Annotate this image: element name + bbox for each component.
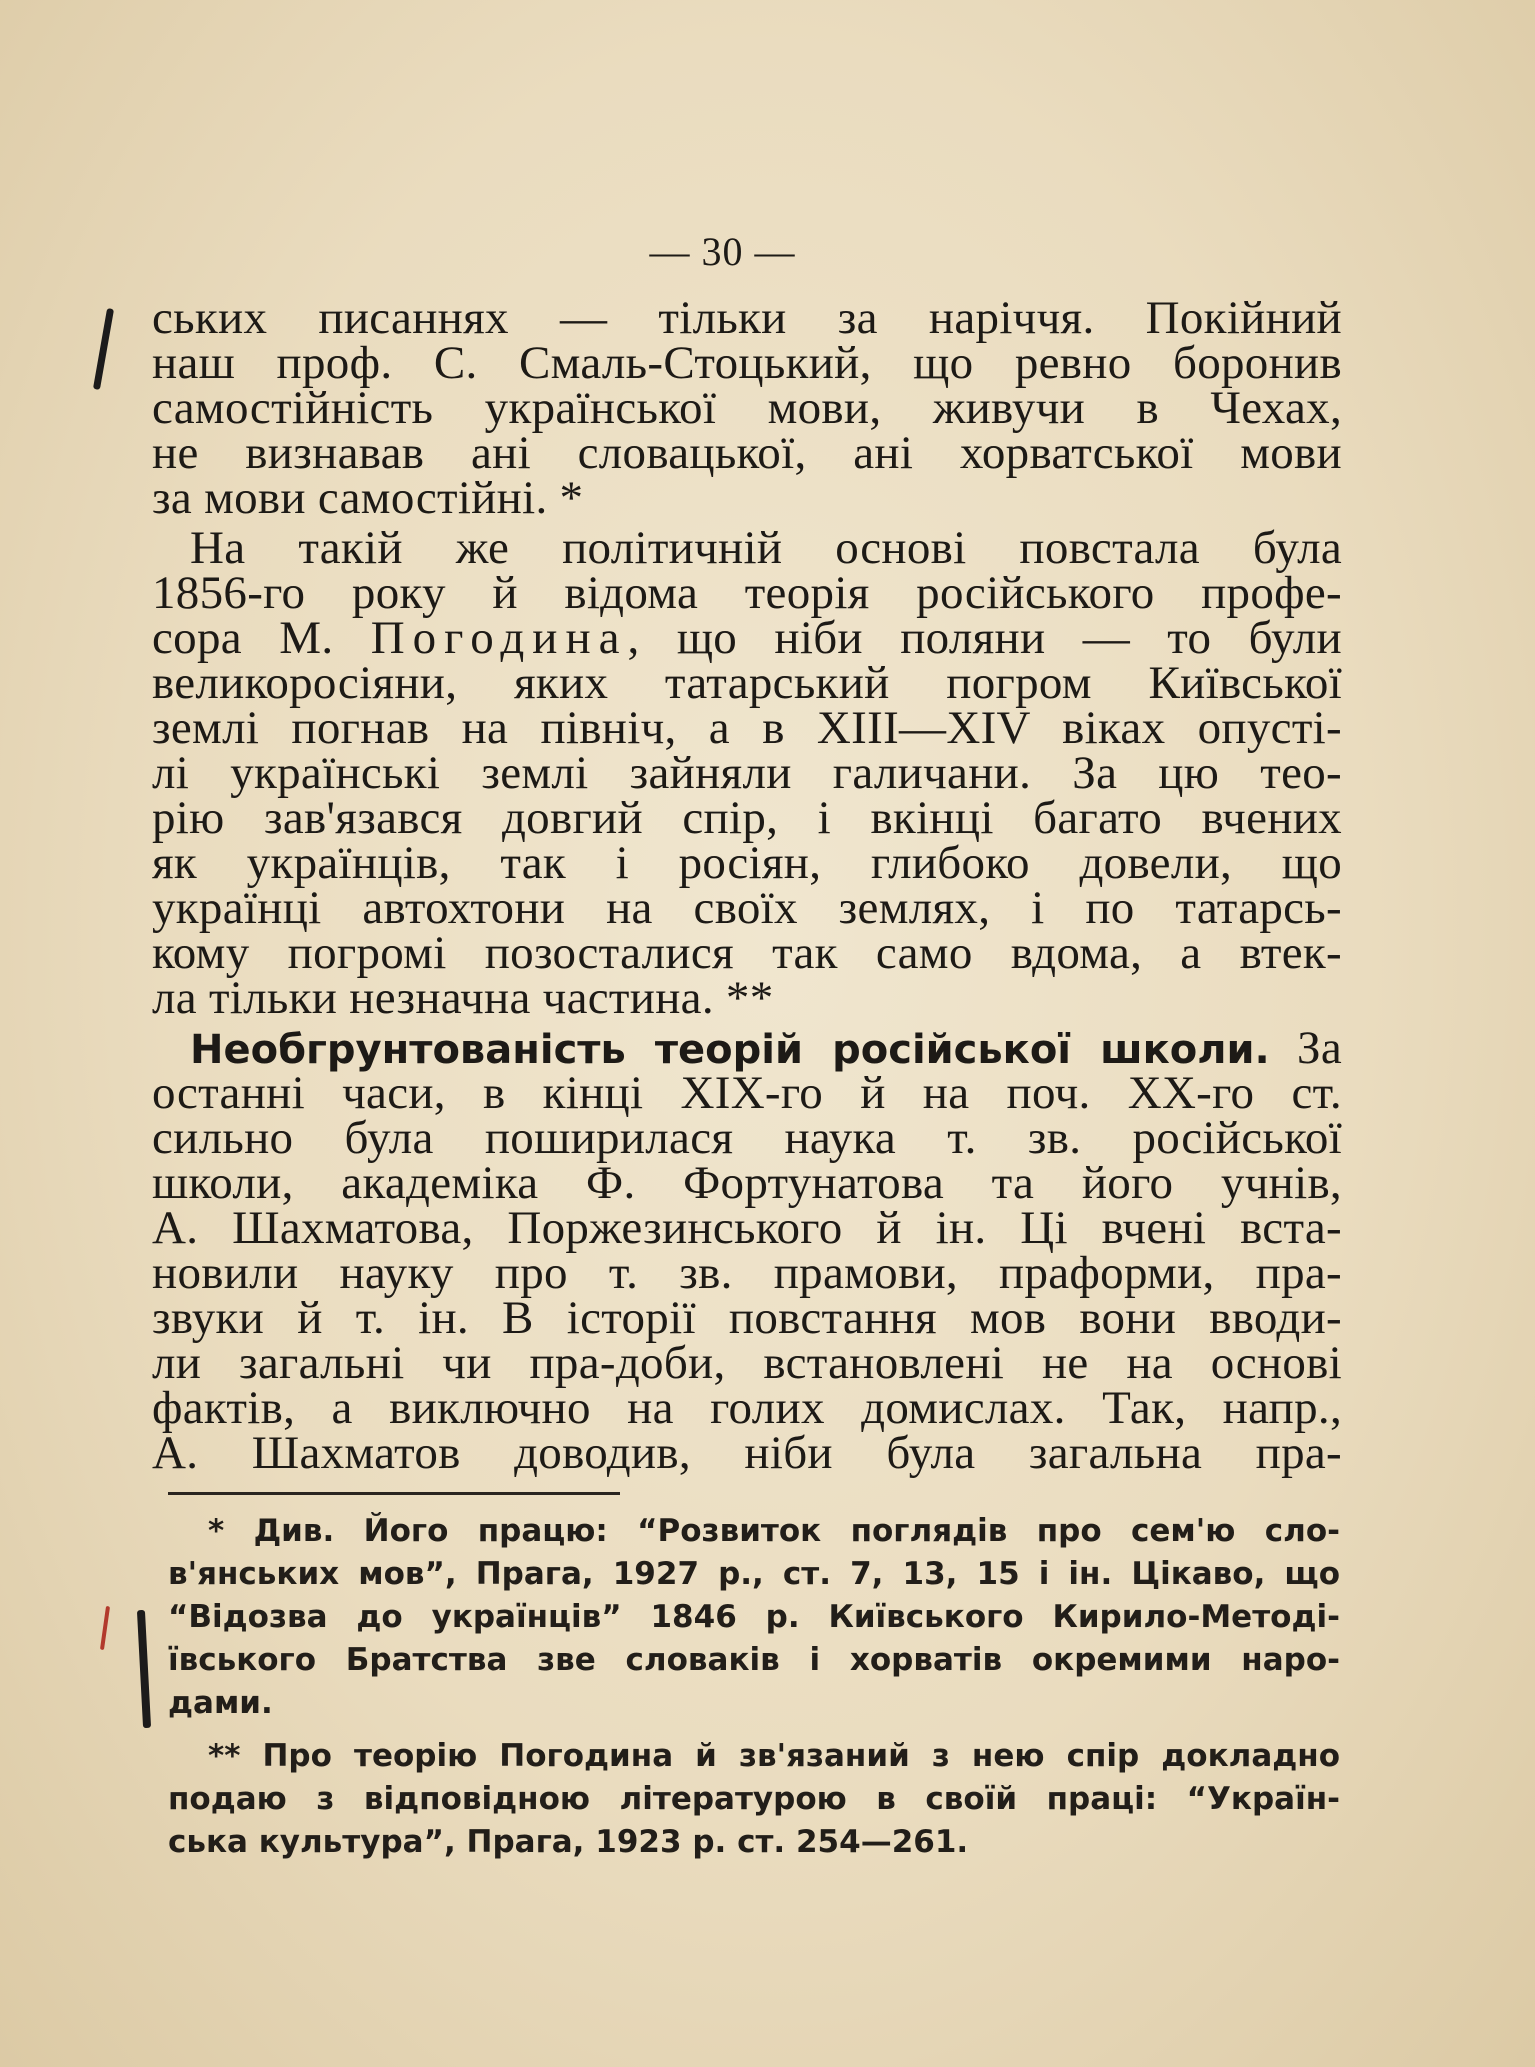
text-line bbox=[152, 612, 1342, 664]
footnote-rule bbox=[168, 1492, 620, 1495]
text-run: За bbox=[1296, 1022, 1342, 1074]
text-line: не визнавав ані словацької, ані хорватської мови bbox=[152, 427, 1342, 479]
text-line: українці автохтони на своїх землях, і по татарсь- bbox=[152, 882, 1342, 934]
margin-pencil-mark bbox=[137, 1610, 151, 1728]
text-line: останні часи, в кінці XIX-го й на поч. XX-го ст. bbox=[152, 1067, 1342, 1119]
text-line: кому погромі позосталися так само вдома, а втек- bbox=[152, 927, 1342, 979]
text-line: ла тільки незначна частина. ** bbox=[152, 972, 774, 1024]
text-line: ли загальні чи пра-доби, встановлені не на основі bbox=[152, 1337, 1342, 1389]
text-line: фактів, а виключно на голих домислах. Так, напр., bbox=[152, 1382, 1342, 1434]
text-line: самостійність української мови, живучи в Чехах, bbox=[152, 382, 1342, 434]
text-line: А. Шахматов доводив, ніби була загальна пра- bbox=[152, 1427, 1342, 1479]
text-line: А. Шахматова, Поржезинського й ін. Ці вчені вста- bbox=[152, 1202, 1342, 1254]
text-line: рію зав'язався довгий спір, і вкінці багато вчених bbox=[152, 792, 1342, 844]
text-line: звуки й т. ін. В історії повстання мов вони вводи- bbox=[152, 1292, 1342, 1344]
footnote-line: дами. bbox=[168, 1685, 273, 1721]
text-line: новили науку про т. зв. прамови, праформи, пра- bbox=[152, 1247, 1342, 1299]
text-line: сильно була поширилася наука т. зв. російської bbox=[152, 1112, 1342, 1164]
footnote-line: ївського Братства зве словаків і хорватів окремими наро- bbox=[168, 1642, 1340, 1678]
text-line: лі українські землі зайняли галичани. За цю тео- bbox=[152, 747, 1342, 799]
footnotes bbox=[168, 1510, 1340, 1864]
footnote-line: * Див. Його працю: “Розвиток поглядів про сем'ю сло- bbox=[208, 1513, 1340, 1549]
section-heading: Необгрунтованість теорій російської школи. bbox=[190, 1027, 1270, 1073]
text-line: наш проф. С. Смаль-Стоцький, що ревно боронив bbox=[152, 337, 1342, 389]
footnote-line: ** Про теорію Погодина й зв'язаний з нею спір докладно bbox=[208, 1738, 1340, 1774]
text-line: як українців, так і росіян, глибоко довели, що bbox=[152, 837, 1342, 889]
spaced-name: Погодина bbox=[370, 612, 628, 664]
text-line: На такій же політичній основі повстала була bbox=[190, 522, 1342, 574]
footnote-line: в'янських мов”, Прага, 1927 р., ст. 7, 13, 15 і ін. Цікаво, що bbox=[168, 1556, 1340, 1592]
text-run: , що ніби поляни — то були bbox=[627, 612, 1342, 664]
text-line: школи, академіка Ф. Фортунатова та його учнів, bbox=[152, 1157, 1342, 1209]
text-line: 1856-го року й відома теорія російського профе- bbox=[152, 567, 1342, 619]
margin-pencil-mark bbox=[93, 308, 114, 390]
text-line: землі погнав на північ, а в XIII—XIV віках опусті- bbox=[152, 702, 1342, 754]
footnote-line: подаю з відповідною літературою в своїй праці: “Україн- bbox=[168, 1781, 1340, 1817]
page-number: — 30 — bbox=[649, 229, 796, 274]
footnote-line: “Відозва до українців” 1846 р. Київського Кирило-Методі- bbox=[168, 1599, 1340, 1635]
text-line: великоросіяни, яких татарський погром Київської bbox=[152, 657, 1342, 709]
margin-red-mark bbox=[100, 1606, 110, 1650]
footnote-line: ська культура”, Прага, 1923 р. ст. 254—261. bbox=[168, 1824, 969, 1860]
text-run: сора М. bbox=[152, 612, 334, 664]
section-heading-line bbox=[152, 1022, 1342, 1074]
body-text bbox=[152, 292, 1342, 1479]
text-line: за мови самостійні. * bbox=[152, 472, 584, 524]
text-line: ських писаннях — тільки за наріччя. Покійний bbox=[152, 292, 1342, 344]
